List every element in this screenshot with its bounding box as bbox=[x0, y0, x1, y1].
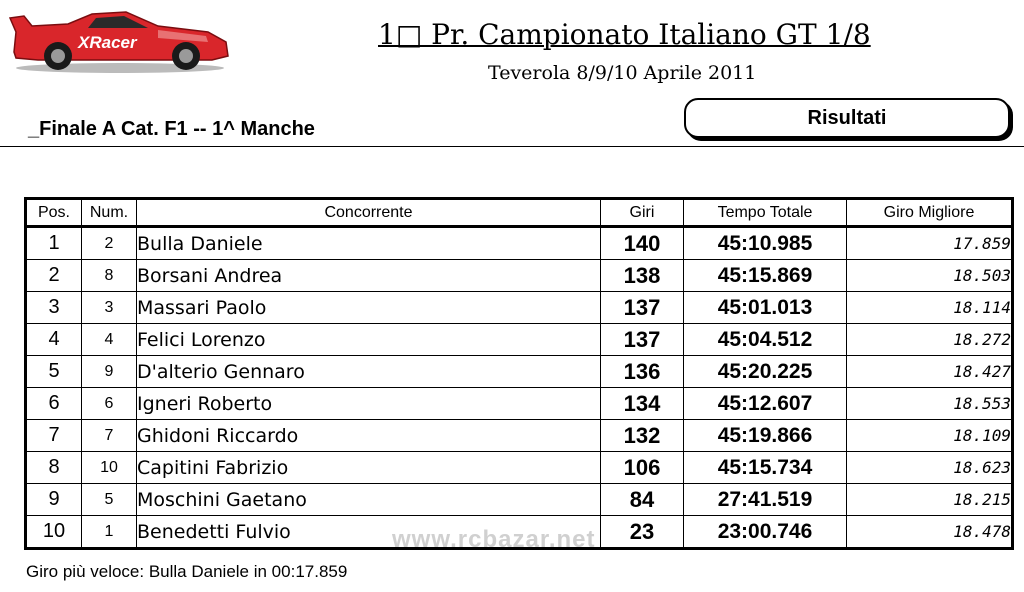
cell-name: Bulla Daniele bbox=[137, 227, 601, 260]
cell-pos: 1 bbox=[26, 227, 82, 260]
cell-pos: 7 bbox=[26, 420, 82, 452]
cell-tempo: 27:41.519 bbox=[684, 484, 847, 516]
cell-giri: 84 bbox=[601, 484, 684, 516]
page-title: 1□ Pr. Campionato Italiano GT 1/8 bbox=[378, 18, 871, 51]
cell-best-lap: 18.427 bbox=[847, 356, 1013, 388]
cell-num: 5 bbox=[82, 484, 137, 516]
cell-pos: 4 bbox=[26, 324, 82, 356]
table-row bbox=[26, 452, 1013, 484]
cell-giri: 137 bbox=[601, 324, 684, 356]
table-row bbox=[26, 324, 1013, 356]
cell-best-lap: 18.114 bbox=[847, 292, 1013, 324]
cell-best-lap: 18.272 bbox=[847, 324, 1013, 356]
cell-giri: 138 bbox=[601, 260, 684, 292]
table-header-row bbox=[26, 199, 1013, 227]
cell-giri: 106 bbox=[601, 452, 684, 484]
cell-pos: 8 bbox=[26, 452, 82, 484]
header-divider bbox=[0, 146, 1024, 147]
cell-num: 2 bbox=[82, 227, 137, 260]
cell-tempo: 45:01.013 bbox=[684, 292, 847, 324]
cell-best-lap: 18.623 bbox=[847, 452, 1013, 484]
results-badge: Risultati bbox=[684, 98, 1010, 138]
cell-name: Massari Paolo bbox=[137, 292, 601, 324]
cell-best-lap: 18.503 bbox=[847, 260, 1013, 292]
logo-text: XRacer bbox=[78, 33, 137, 52]
cell-pos: 2 bbox=[26, 260, 82, 292]
cell-tempo: 23:00.746 bbox=[684, 516, 847, 549]
col-header-giri: Giri bbox=[601, 199, 684, 227]
cell-name: D'alterio Gennaro bbox=[137, 356, 601, 388]
cell-tempo: 45:20.225 bbox=[684, 356, 847, 388]
cell-name: Igneri Roberto bbox=[137, 388, 601, 420]
cell-tempo: 45:15.734 bbox=[684, 452, 847, 484]
cell-best-lap: 18.215 bbox=[847, 484, 1013, 516]
cell-pos: 3 bbox=[26, 292, 82, 324]
results-table bbox=[24, 197, 1014, 550]
cell-pos: 6 bbox=[26, 388, 82, 420]
watermark: www.rcbazar.net bbox=[392, 526, 596, 553]
cell-name: Moschini Gaetano bbox=[137, 484, 601, 516]
fastest-lap-note: Giro più veloce: Bulla Daniele in 00:17.859 bbox=[26, 562, 348, 581]
col-header-pos: Pos. bbox=[26, 199, 82, 227]
session-label: _Finale A Cat. F1 -- 1^ Manche bbox=[28, 118, 315, 140]
cell-tempo: 45:10.985 bbox=[684, 227, 847, 260]
table-row bbox=[26, 484, 1013, 516]
cell-pos: 5 bbox=[26, 356, 82, 388]
xracer-logo bbox=[8, 8, 230, 74]
cell-num: 7 bbox=[82, 420, 137, 452]
cell-num: 9 bbox=[82, 356, 137, 388]
event-subtitle: Teverola 8/9/10 Aprile 2011 bbox=[488, 62, 757, 84]
cell-name: Borsani Andrea bbox=[137, 260, 601, 292]
col-header-concorrente: Concorrente bbox=[137, 199, 601, 227]
cell-giri: 134 bbox=[601, 388, 684, 420]
cell-num: 4 bbox=[82, 324, 137, 356]
cell-giri: 136 bbox=[601, 356, 684, 388]
cell-name: Felici Lorenzo bbox=[137, 324, 601, 356]
table-row bbox=[26, 227, 1013, 260]
cell-pos: 10 bbox=[26, 516, 82, 549]
cell-num: 1 bbox=[82, 516, 137, 549]
cell-num: 8 bbox=[82, 260, 137, 292]
table-row bbox=[26, 388, 1013, 420]
cell-num: 6 bbox=[82, 388, 137, 420]
table-row bbox=[26, 356, 1013, 388]
cell-best-lap: 18.109 bbox=[847, 420, 1013, 452]
cell-giri: 140 bbox=[601, 227, 684, 260]
cell-best-lap: 18.478 bbox=[847, 516, 1013, 549]
col-header-num: Num. bbox=[82, 199, 137, 227]
col-header-giro-migliore: Giro Migliore bbox=[847, 199, 1013, 227]
cell-tempo: 45:04.512 bbox=[684, 324, 847, 356]
cell-giri: 137 bbox=[601, 292, 684, 324]
cell-giri: 23 bbox=[601, 516, 684, 549]
cell-best-lap: 17.859 bbox=[847, 227, 1013, 260]
cell-num: 10 bbox=[82, 452, 137, 484]
cell-tempo: 45:12.607 bbox=[684, 388, 847, 420]
cell-pos: 9 bbox=[26, 484, 82, 516]
table-row bbox=[26, 260, 1013, 292]
cell-name: Benedetti Fulvio bbox=[137, 516, 601, 549]
cell-name: Capitini Fabrizio bbox=[137, 452, 601, 484]
cell-name: Ghidoni Riccardo bbox=[137, 420, 601, 452]
cell-giri: 132 bbox=[601, 420, 684, 452]
table-row bbox=[26, 292, 1013, 324]
col-header-tempo-totale: Tempo Totale bbox=[684, 199, 847, 227]
table-row bbox=[26, 420, 1013, 452]
cell-tempo: 45:15.869 bbox=[684, 260, 847, 292]
cell-tempo: 45:19.866 bbox=[684, 420, 847, 452]
cell-num: 3 bbox=[82, 292, 137, 324]
cell-best-lap: 18.553 bbox=[847, 388, 1013, 420]
